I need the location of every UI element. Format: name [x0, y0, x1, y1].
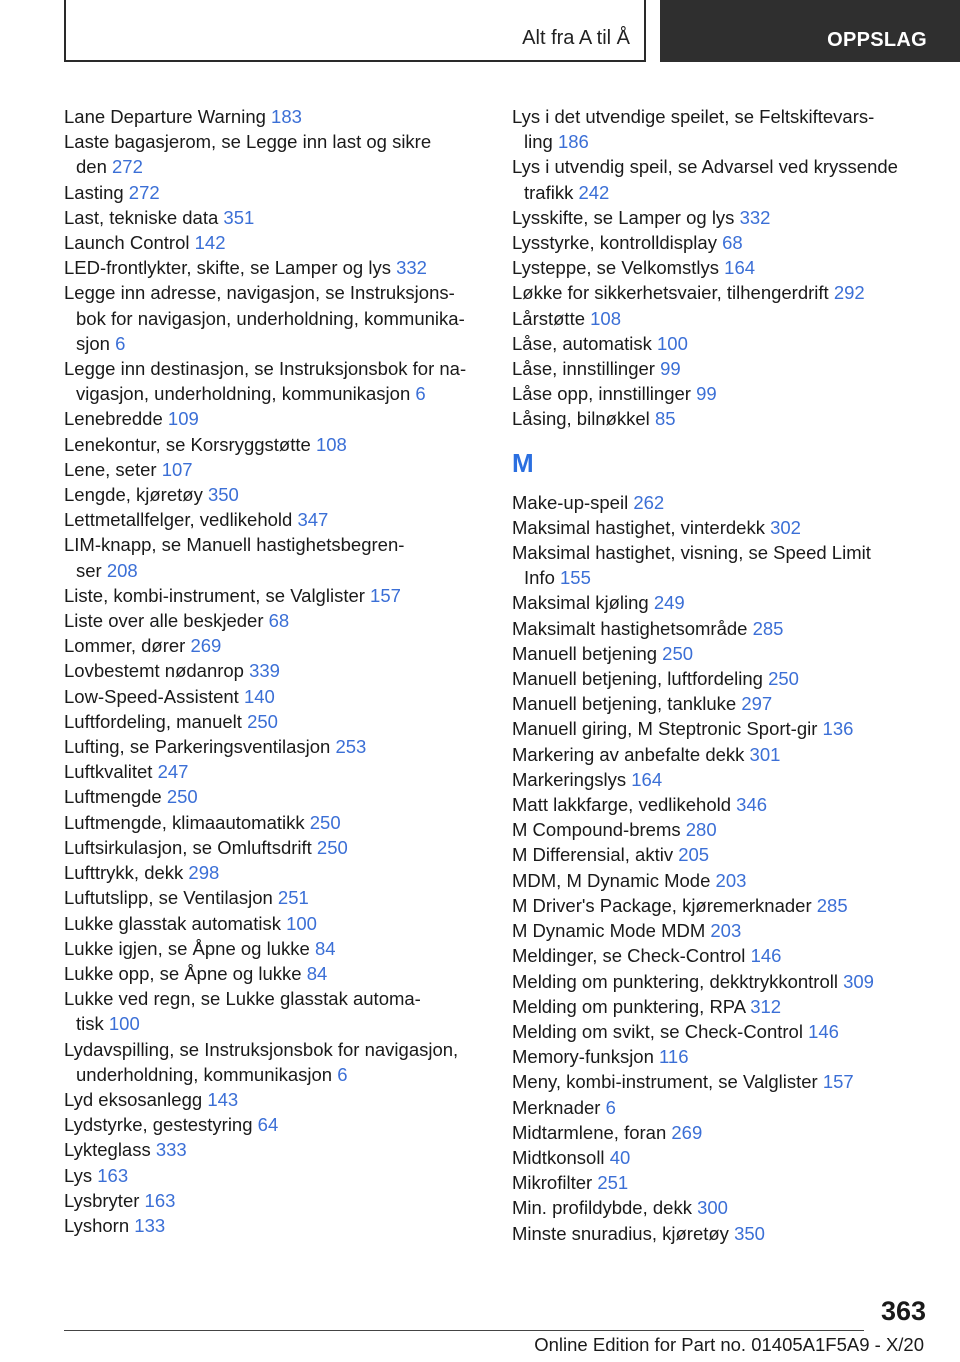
index-entry [512, 616, 932, 641]
index-entry [64, 784, 484, 809]
page-reference-link[interactable]: 253 [335, 736, 367, 758]
index-entry [64, 356, 484, 406]
page-reference-link[interactable]: 272 [128, 181, 160, 203]
index-entry-text: ling [524, 131, 558, 153]
page-reference-link[interactable]: 280 [685, 819, 717, 841]
index-entry [64, 1137, 484, 1162]
index-entry-text: Merknader [512, 1096, 606, 1118]
index-entry [64, 835, 484, 860]
page-reference-link[interactable]: 142 [194, 232, 226, 254]
page-reference-link[interactable]: 242 [578, 181, 610, 203]
page-reference-link[interactable]: 269 [190, 635, 222, 657]
index-entry-text: Liste over alle beskjeder [64, 610, 269, 632]
index-entry-text: bok for navigasjon, underholdning, kommunika- [76, 307, 465, 329]
index-entry [512, 1145, 932, 1170]
page-reference-link[interactable]: 262 [633, 491, 665, 513]
index-entry [512, 1019, 932, 1044]
index-entry-text: Melding om punktering, RPA [512, 995, 751, 1017]
index-entry-text: sjon [76, 332, 116, 354]
page-reference-link[interactable]: 332 [739, 206, 771, 228]
index-entry [512, 356, 932, 381]
page-reference-link[interactable]: 309 [843, 970, 874, 992]
page-reference-link[interactable]: 250 [247, 710, 278, 732]
index-entry-text: trafikk [524, 181, 579, 203]
page-reference-link[interactable]: 186 [557, 131, 589, 153]
index-entry-text: Manuell betjening, tankluke [512, 693, 742, 715]
page-reference-link[interactable]: 251 [597, 1172, 629, 1194]
page-reference-link[interactable]: 40 [609, 1146, 631, 1168]
index-entry [512, 1120, 932, 1145]
page-reference-link[interactable]: 251 [277, 887, 309, 909]
index-entry-text: Manuell giring, M Steptronic Sport-gir [512, 718, 823, 740]
index-entry-text: Minste snuradius, kjøretøy [512, 1222, 735, 1244]
index-entry-text: Lenebredde [64, 408, 168, 430]
index-entry [64, 230, 484, 255]
index-entry [512, 540, 932, 590]
page-reference-link[interactable]: 116 [659, 1046, 689, 1068]
index-entry [64, 911, 484, 936]
page-reference-link[interactable]: 250 [768, 668, 799, 690]
index-entry [64, 205, 484, 230]
page-reference-link[interactable]: 332 [396, 257, 427, 279]
index-entry [64, 936, 484, 961]
index-entry-text: Lysskifte, se Lamper og lys [512, 206, 740, 228]
index-entry [64, 1112, 484, 1137]
index-entry-text: Luftkvalitet [64, 761, 158, 783]
index-entry-text: Lydavspilling, se Instruksjonsbok for navigasjon, [64, 1038, 459, 1060]
index-entry-text: Lyd eksosanlegg [64, 1088, 208, 1110]
index-entry-text: Meldinger, se Check-Control [512, 945, 751, 967]
index-entry-text: M Driver's Package, kjøremerknader [512, 894, 817, 916]
page-reference-link[interactable]: 109 [167, 408, 199, 430]
page-reference-link[interactable]: 157 [822, 1071, 854, 1093]
page-reference-link[interactable]: 157 [370, 584, 401, 606]
index-entry [64, 961, 484, 986]
index-entry [512, 742, 932, 767]
index-entry-text: LED-frontlykter, skifte, se Lamper og lys [64, 257, 397, 279]
index-entry [512, 331, 932, 356]
index-entry-text: Legge inn destinasjon, se Instruksjonsbok for na- [64, 358, 467, 380]
index-column-right [512, 104, 932, 1246]
index-entry-text: M Dynamic Mode MDM [512, 920, 711, 942]
index-entry-text: Lukke igjen, se Åpne og lukke [64, 937, 315, 959]
index-entry-text: Lufttrykk, dekk [64, 862, 189, 884]
index-entry-text: MDM, M Dynamic Mode [512, 869, 716, 891]
index-entry [512, 104, 932, 154]
index-entry-text: Løkke for sikkerhetsvaier, tilhengerdrift [512, 282, 834, 304]
page-reference-link[interactable]: 247 [157, 761, 189, 783]
index-entry-text: Luftfordeling, manuelt [64, 710, 248, 732]
index-entry-text: den [76, 156, 113, 178]
index-entry [512, 969, 932, 994]
index-entry [64, 280, 484, 356]
page-reference-link[interactable]: 6 [337, 1063, 348, 1085]
page-reference-link[interactable]: 136 [822, 718, 854, 740]
page-reference-link[interactable]: 99 [660, 358, 681, 380]
index-entry-text: Lengde, kjøretøy [64, 484, 208, 506]
header-section-box [64, 0, 646, 62]
index-entry [64, 507, 484, 532]
index-entry [64, 810, 484, 835]
index-entry-text: LIM-knapp, se Manuell hastighetsbegren- [64, 534, 405, 556]
index-entry-text: Lys i det utvendige speilet, se Feltskiftevars- [512, 106, 875, 127]
index-entry [512, 230, 932, 255]
page-reference-link[interactable]: 249 [653, 592, 685, 614]
index-entry-text: Maksimalt hastighetsområde [512, 617, 753, 639]
page-reference-link[interactable]: 302 [770, 516, 801, 538]
page-reference-link[interactable]: 183 [271, 106, 302, 127]
page-reference-link[interactable]: 85 [654, 408, 676, 430]
index-entry [64, 658, 484, 683]
index-entry-text: Lykteglass [64, 1139, 156, 1161]
page-reference-link[interactable]: 99 [696, 383, 717, 405]
index-entry [64, 1163, 484, 1188]
page-reference-link[interactable]: 250 [309, 811, 341, 833]
index-entry [512, 515, 932, 540]
index-entry-text: Låse opp, innstillinger [512, 383, 697, 405]
index-entry [64, 482, 484, 507]
index-entry [512, 641, 932, 666]
index-entry [512, 306, 932, 331]
index-entry [512, 943, 932, 968]
header-tab[interactable] [660, 0, 960, 62]
section-letter-heading: M [512, 447, 534, 478]
page-reference-link[interactable]: 6 [115, 332, 126, 354]
index-entry-text: Luftmengde, klimaautomatikk [64, 811, 310, 833]
index-entry-text: Last, tekniske data [64, 206, 224, 228]
page-reference-link[interactable]: 208 [106, 559, 138, 581]
index-entry [64, 608, 484, 633]
index-entry-text: Lane Departure Warning [64, 106, 272, 127]
index-entry-text: Laste bagasjerom, se Legge inn last og sikre [64, 131, 432, 153]
index-entry-text: Låsing, bilnøkkel [512, 408, 655, 430]
page-reference-link[interactable]: 346 [736, 794, 768, 816]
index-entry-text: Låse, innstillinger [512, 358, 661, 380]
index-entry-text: Markeringslys [512, 768, 632, 790]
index-entry-text: Luftutslipp, se Ventilasjon [64, 887, 278, 909]
index-entry [64, 532, 484, 582]
index-entry [512, 792, 932, 817]
index-entry-text: Luftsirkulasjon, se Omluftsdrift [64, 836, 317, 858]
page-reference-link[interactable]: 100 [657, 332, 688, 354]
page-reference-link[interactable]: 203 [715, 869, 747, 891]
page-reference-link[interactable]: 108 [315, 433, 347, 455]
index-entry-text: Matt lakkfarge, vedlikehold [512, 794, 737, 816]
page-reference-link[interactable]: 84 [306, 962, 328, 984]
index-entry-text: Mikrofilter [512, 1172, 598, 1194]
page-reference-link[interactable]: 312 [750, 995, 782, 1017]
index-entry-text: Lovbestemt nødanrop [64, 660, 250, 682]
index-entry [64, 885, 484, 910]
page-reference-link[interactable]: 155 [560, 567, 591, 589]
index-entry [512, 994, 932, 1019]
index-entry-text: Low-Speed-Assistent [64, 685, 244, 707]
index-entry-text: Lysbryter [64, 1189, 145, 1211]
index-entry-text: Lysteppe, se Velkomstlys [512, 257, 725, 279]
index-entry [64, 255, 484, 280]
page-reference-link[interactable]: 297 [741, 693, 773, 715]
index-entry-text: Lasting [64, 181, 129, 203]
page-reference-link[interactable]: 272 [112, 156, 143, 178]
page-reference-link[interactable]: 163 [144, 1189, 176, 1211]
index-entry-text: Midtkonsoll [512, 1146, 610, 1168]
index-entry-text: vigasjon, underholdning, kommunikasjon [76, 383, 416, 405]
index-entry [64, 633, 484, 658]
page-reference-link[interactable]: 100 [108, 1013, 140, 1035]
index-entry [512, 1069, 932, 1094]
page-reference-link[interactable]: 300 [697, 1197, 728, 1219]
page-reference-link[interactable]: 339 [249, 660, 280, 682]
index-column-left [64, 104, 484, 1238]
index-entry-text: Min. profildybde, dekk [512, 1197, 698, 1219]
page-reference-link[interactable]: 108 [590, 307, 622, 329]
index-entry-text: Melding om svikt, se Check-Control [512, 1020, 809, 1042]
index-entry-text: Lys [64, 1164, 98, 1186]
page-reference-link[interactable]: 250 [316, 836, 348, 858]
index-entry [512, 1095, 932, 1120]
index-entry [512, 590, 932, 615]
index-entry-text: Låse, automatisk [512, 332, 657, 354]
page-reference-link[interactable]: 107 [161, 458, 193, 480]
index-entry [512, 893, 932, 918]
page-reference-link[interactable]: 140 [243, 685, 275, 707]
index-entry-text: tisk [76, 1013, 109, 1035]
page-reference-link[interactable]: 333 [155, 1139, 187, 1161]
index-entry [64, 759, 484, 784]
index-entry [512, 490, 932, 515]
index-entry [64, 104, 484, 129]
index-entry [512, 842, 932, 867]
index-entry-text: Maksimal hastighet, vinterdekk [512, 516, 771, 538]
index-entry-text: underholdning, kommunikasjon [76, 1063, 338, 1085]
page-number: 363 [880, 1296, 926, 1326]
page-reference-link[interactable]: 298 [188, 862, 220, 884]
index-entry [512, 666, 932, 691]
index-entry-text: Lufting, se Parkeringsventilasjon [64, 736, 336, 758]
index-entry-text: Lommer, dører [64, 635, 191, 657]
index-entry-text: Memory-funksjon [512, 1046, 660, 1068]
page-reference-link[interactable]: 164 [724, 257, 756, 279]
index-entry [512, 1170, 932, 1195]
page-reference-link[interactable]: 6 [605, 1096, 616, 1118]
index-entry-text: Lene, seter [64, 458, 162, 480]
page-reference-link[interactable]: 250 [662, 642, 694, 664]
page-reference-link[interactable]: 205 [678, 844, 710, 866]
page-reference-link[interactable]: 301 [749, 743, 781, 765]
index-entry [512, 381, 932, 406]
index-entry-text: Lenekontur, se Korsryggstøtte [64, 433, 316, 455]
index-entry [64, 684, 484, 709]
index-entry [512, 154, 932, 204]
index-entry [64, 180, 484, 205]
index-entry-text: Info [524, 567, 560, 589]
index-entry-text: Liste, kombi-instrument, se Valglister [64, 584, 371, 606]
page-reference-link[interactable]: 146 [750, 945, 782, 967]
page-reference-link[interactable]: 6 [415, 383, 426, 405]
index-entry-text: Melding om punktering, dekktrykkontroll [512, 970, 844, 992]
page-reference-link[interactable]: 351 [223, 206, 255, 228]
index-entry-text: M Differensial, aktiv [512, 844, 679, 866]
page-reference-link[interactable]: 250 [166, 786, 198, 808]
index-entry-text: Manuell betjening [512, 642, 663, 664]
index-entry [64, 734, 484, 759]
index-entry-text: Lukke opp, se Åpne og lukke [64, 962, 307, 984]
index-entry [512, 691, 932, 716]
index-entry-text: Lys i utvendig speil, se Advarsel ved kryssende [512, 156, 898, 178]
page-reference-link[interactable]: 285 [752, 617, 784, 639]
index-entry-text: Lårstøtte [512, 307, 591, 329]
index-entry [512, 205, 932, 230]
index-entry-text: Lydstyrke, gestestyring [64, 1114, 258, 1136]
page-reference-link[interactable]: 285 [816, 894, 848, 916]
index-entry [64, 709, 484, 734]
page-reference-link[interactable]: 143 [207, 1088, 239, 1110]
index-entry-text: Luftmengde [64, 786, 167, 808]
index-entry [512, 255, 932, 280]
page-reference-link[interactable]: 269 [671, 1121, 703, 1143]
index-entry [64, 1213, 484, 1238]
page-reference-link[interactable]: 163 [97, 1164, 129, 1186]
index-entry-text: Lyshorn [64, 1214, 135, 1236]
index-entry [64, 1087, 484, 1112]
index-entry-text: Lukke ved regn, se Lukke glasstak automa- [64, 988, 421, 1010]
index-entry [512, 1221, 932, 1246]
index-entry [512, 1044, 932, 1069]
index-entry-text: Lukke glasstak automatisk [64, 912, 287, 934]
index-entry-text: Manuell betjening, luftfordeling [512, 668, 769, 690]
page-reference-link[interactable]: 146 [808, 1020, 839, 1042]
index-entry [512, 1195, 932, 1220]
index-entry-text: Markering av anbefalte dekk [512, 743, 750, 765]
page-reference-link[interactable]: 164 [631, 768, 663, 790]
index-entry-text: Lettmetallfelger, vedlikehold [64, 509, 298, 531]
page-reference-link[interactable]: 203 [710, 920, 742, 942]
page-reference-link[interactable]: 68 [268, 610, 290, 632]
page-reference-link[interactable]: 64 [257, 1114, 279, 1136]
index-entry-text: Maksimal kjøling [512, 592, 654, 614]
index-entry [64, 1037, 484, 1087]
index-entry-text: Meny, kombi-instrument, se Valglister [512, 1071, 823, 1093]
index-entry-text: Make-up-speil [512, 491, 634, 513]
page-reference-link[interactable]: 100 [286, 912, 317, 934]
index-entry [64, 129, 484, 179]
index-entry [512, 767, 932, 792]
index-entry [512, 280, 932, 305]
page-reference-link[interactable]: 350 [207, 484, 239, 506]
index-entry-text: Midtarmlene, foran [512, 1121, 672, 1143]
page-reference-link[interactable]: 133 [134, 1214, 166, 1236]
page-reference-link[interactable]: 292 [833, 282, 865, 304]
header-tab-label: OPPSLAG [827, 29, 927, 51]
index-entry [64, 1188, 484, 1213]
index-entry [64, 986, 484, 1036]
page-reference-link[interactable]: 68 [722, 232, 743, 254]
page-reference-link[interactable]: 350 [734, 1222, 765, 1244]
index-entry-text: Launch Control [64, 232, 195, 254]
index-entry-text: M Compound-brems [512, 819, 686, 841]
index-entry [64, 406, 484, 431]
page-reference-link[interactable]: 84 [314, 937, 336, 959]
index-entry [64, 583, 484, 608]
footer-edition: Online Edition for Part no. 01405A1F5A9 - X/20 [534, 1334, 924, 1355]
footer-divider [64, 1330, 864, 1331]
index-entry [64, 860, 484, 885]
index-entry-text: Legge inn adresse, navigasjon, se Instruksjons- [64, 282, 455, 304]
index-entry [512, 918, 932, 943]
index-entry [64, 432, 484, 457]
index-entry [512, 817, 932, 842]
index-entry-text: ser [76, 559, 107, 581]
header-section-title: Alt fra A til Å [522, 27, 630, 49]
index-entry [512, 406, 932, 431]
index-entry [512, 868, 932, 893]
index-entry [64, 457, 484, 482]
page-reference-link[interactable]: 347 [297, 509, 329, 531]
index-entry-text: Maksimal hastighet, visning, se Speed Limit [512, 542, 871, 564]
index-entry-text: Lysstyrke, kontrolldisplay [512, 232, 723, 254]
index-entry [512, 716, 932, 741]
